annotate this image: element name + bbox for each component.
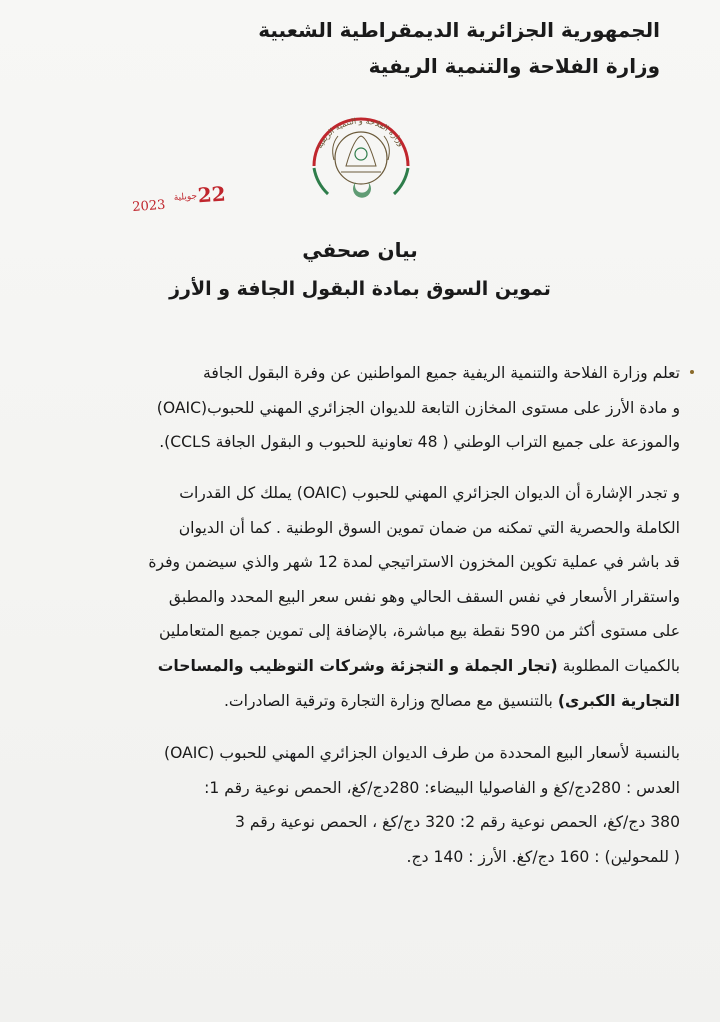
republic-title: الجمهورية الجزائرية الديمقراطية الشعبية	[258, 18, 660, 42]
plain-text: بالتنسيق مع مصالح وزارة التجارة وترقية الصادرات.	[223, 691, 553, 710]
ministry-title: وزارة الفلاحة والتنمية الريفية	[368, 54, 660, 78]
paragraph-line: الكاملة والحصرية التي تمكنه من ضمان تموين السوق الوطنية . كما أن الديوان	[178, 518, 680, 537]
document-subtitle: تموين السوق بمادة البقول الجافة و الأرز	[169, 278, 551, 300]
ministry-seal	[296, 96, 426, 216]
date-stamp-month: جويلية	[173, 191, 198, 204]
paragraph-line: قد باشر في عملية تكوين المخزون الاستراتيجي لمدة 12 شهر والذي سيضمن وفرة	[148, 553, 680, 572]
svg-text:وزارة الفلاحة و التنمية الريفي	[315, 116, 406, 150]
paragraph-line: و مادة الأرز على مستوى المخازن التابعة للديوان الجزائري المهني للحبوب(OAIC)	[156, 398, 680, 417]
paragraph-oaic-capacity	[56, 476, 680, 718]
bold-text: التجارية الكبرى)	[557, 691, 680, 710]
paragraph-line: واستقرار الأسعار في نفس السقف الحالي وهو نفس سعر البيع المحدد والمطبق	[168, 587, 680, 606]
paragraph-line: ( للمحولين) : 160 دج/كغ. الأرز : 140 دج.	[406, 847, 680, 866]
paragraph-prices	[56, 736, 680, 874]
paragraph-line-mixed	[56, 649, 680, 684]
paragraph-line: والموزعة على جميع التراب الوطني ( 48 تعاونية للحبوب و البقول الجافة CCLS).	[159, 433, 680, 452]
paragraph-line: 380 دج/كغ، الحمص نوعية رقم 2: 320 دج/كغ ، الحمص نوعية رقم 3	[235, 813, 680, 832]
paragraph-line: العدس : 280دج/كغ و الفاصوليا البيضاء: 280دج/كغ، الحمص نوعية رقم 1:	[204, 778, 680, 797]
paragraph-line: تعلم وزارة الفلاحة والتنمية الريفية جميع المواطنين عن وفرة البقول الجافة	[203, 364, 680, 382]
paragraph-line: و تجدر الإشارة أن الديوان الجزائري المهني للحبوب (OAIC) يملك كل القدرات	[179, 484, 680, 502]
paragraph-availability	[56, 356, 680, 460]
document-title: بيان صحفي	[302, 238, 418, 262]
paragraph-line: بالنسبة لأسعار البيع المحددة من طرف الديوان الجزائري المهني للحبوب (OAIC)	[164, 744, 680, 762]
plain-text: بالكميات المطلوبة	[562, 656, 680, 675]
letterhead	[140, 12, 660, 84]
date-stamp-year: 2023	[131, 197, 166, 216]
ink-speck	[690, 370, 694, 374]
paragraph-line-mixed	[56, 684, 680, 719]
paragraph-line: على مستوى أكثر من 590 نقطة بيع مباشرة، بالإضافة إلى تموين جميع المتعاملين	[159, 622, 680, 641]
date-stamp	[119, 175, 261, 225]
date-stamp-day: 22	[196, 181, 227, 208]
seal-ring-text: وزارة الفلاحة و التنمية الريفية	[314, 116, 407, 150]
bold-text: (تجار الجملة و التجزئة وشركات التوظيب والمساحات	[157, 656, 558, 675]
